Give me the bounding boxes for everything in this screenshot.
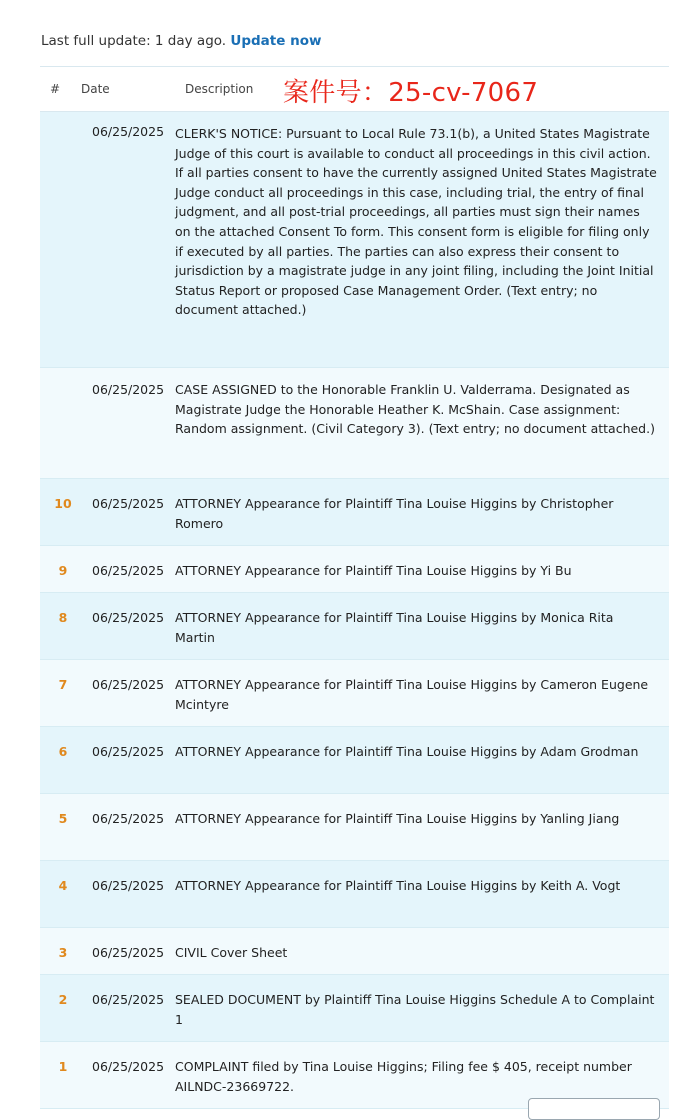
entry-date: 06/25/2025: [92, 677, 165, 692]
docket-row: [40, 479, 669, 546]
entry-date: 06/25/2025: [92, 496, 165, 511]
entry-date: 06/25/2025: [92, 945, 165, 960]
case-number-overlay: 案件号：25-cv-7067: [283, 78, 539, 108]
entry-description: ATTORNEY Appearance for Plaintiff Tina Louise Higgins by Adam Grodman: [175, 744, 639, 759]
bottom-button[interactable]: [528, 1098, 660, 1120]
entry-number[interactable]: 9: [58, 563, 68, 578]
header-number[interactable]: #: [50, 82, 61, 96]
entry-number[interactable]: 5: [58, 811, 68, 826]
entry-description: CIVIL Cover Sheet: [175, 945, 288, 960]
docket-row: [40, 727, 669, 794]
entry-description: ATTORNEY Appearance for Plaintiff Tina Louise Higgins by Monica Rita Martin: [175, 610, 614, 645]
entry-date: 06/25/2025: [92, 1059, 165, 1074]
entry-date: 06/25/2025: [92, 382, 165, 397]
entry-description: COMPLAINT filed by Tina Louise Higgins; Filing fee $ 405, receipt number AILNDC-23669722.: [175, 1059, 632, 1094]
entry-date: 06/25/2025: [92, 610, 165, 625]
entry-date: 06/25/2025: [92, 124, 165, 139]
entry-date: 06/25/2025: [92, 811, 165, 826]
last-update-bar: [41, 33, 321, 49]
entry-description: ATTORNEY Appearance for Plaintiff Tina Louise Higgins by Yanling Jiang: [175, 811, 620, 826]
entry-description: CLERK'S NOTICE: Pursuant to Local Rule 73.1(b), a United States Magistrate Judge of this court is available to conduct all proceedings in this civil action. If all parties consent to have the currently assigned United States Magistrate Judge conduct all proceedings in this case, including trial, the entry of final judgment, and all post-trial proceedings, all parties must sign their names on the attached Consent To form. This consent form is eligible for filing only if executed by all parties. The parties can also express their consent to jurisdiction by a magistrate judge in any joint filing, including the Joint Initial Status Report or proposed Case Management Order. (Text entry; no document attached.): [175, 126, 657, 318]
entry-description: CASE ASSIGNED to the Honorable Franklin U. Valderrama. Designated as Magistrate Judge the Honorable Heather K. McShain. Case assignment: Random assignment. (Civil Category 3). (Text entry; no document attached.): [175, 382, 655, 437]
entry-description: ATTORNEY Appearance for Plaintiff Tina Louise Higgins by Keith A. Vogt: [175, 878, 621, 893]
entry-number[interactable]: 3: [58, 945, 68, 960]
docket-row: [40, 975, 669, 1042]
docket-rows: [40, 112, 669, 1109]
entry-number[interactable]: 7: [58, 677, 68, 692]
docket-row: [40, 660, 669, 727]
docket-row: [40, 928, 669, 975]
docket-row: [40, 368, 669, 479]
docket-row: [40, 861, 669, 928]
docket-row: [40, 546, 669, 593]
entry-date: 06/25/2025: [92, 878, 165, 893]
entry-description: ATTORNEY Appearance for Plaintiff Tina Louise Higgins by Christopher Romero: [175, 496, 614, 531]
entry-description: ATTORNEY Appearance for Plaintiff Tina Louise Higgins by Yi Bu: [175, 563, 572, 578]
entry-number[interactable]: 2: [58, 992, 68, 1007]
entry-number[interactable]: 6: [58, 744, 68, 759]
entry-number[interactable]: 8: [58, 610, 68, 625]
entry-number[interactable]: 4: [58, 878, 68, 893]
entry-number[interactable]: 1: [58, 1059, 68, 1074]
docket-table-header: [40, 66, 669, 112]
entry-description: SEALED DOCUMENT by Plaintiff Tina Louise Higgins Schedule A to Complaint 1: [175, 992, 655, 1027]
entry-date: 06/25/2025: [92, 563, 165, 578]
docket-row: [40, 593, 669, 660]
docket-row: [40, 794, 669, 861]
entry-number[interactable]: 10: [54, 496, 72, 511]
docket-row: [40, 112, 669, 368]
docket-table: [40, 66, 669, 1109]
entry-date: 06/25/2025: [92, 992, 165, 1007]
header-date[interactable]: Date: [81, 82, 110, 96]
last-update-text: Last full update: 1 day ago.: [41, 33, 231, 49]
header-description[interactable]: Description: [185, 82, 254, 96]
update-now-link[interactable]: Update now: [230, 33, 322, 49]
entry-description: ATTORNEY Appearance for Plaintiff Tina Louise Higgins by Cameron Eugene Mcintyre: [175, 677, 649, 712]
entry-date: 06/25/2025: [92, 744, 165, 759]
